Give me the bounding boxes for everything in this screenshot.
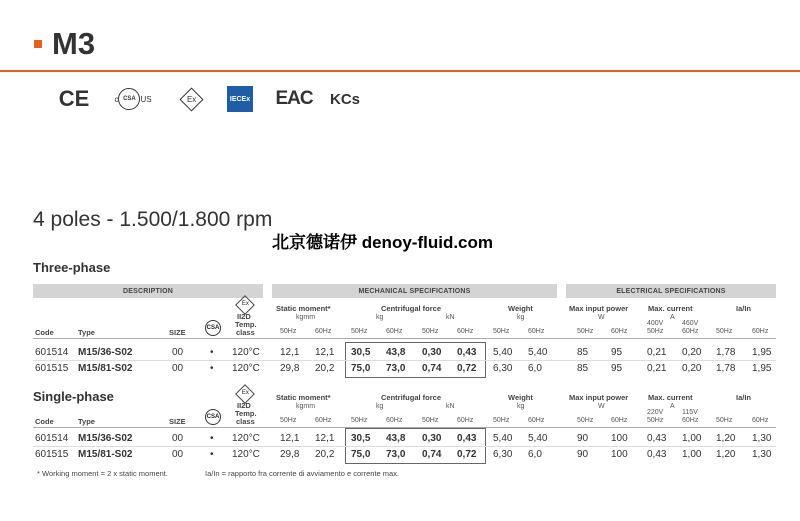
watermark-text: 北京德诺伊 denoy-fluid.com [272, 233, 493, 252]
cell-cf_kg50: 75,0 [351, 363, 371, 374]
hz-header-c2: 60Hz [682, 417, 699, 424]
cell-type: M15/36-S02 [78, 347, 133, 358]
voltage-2: 460V [682, 320, 699, 327]
hz-header-kg60: 60Hz [386, 328, 403, 335]
cell-code: 601515 [35, 363, 69, 374]
max-input-power-label: Max input power [569, 304, 629, 313]
type-col-header: Type [78, 328, 95, 337]
cell-w50: 6,30 [493, 363, 513, 374]
description-header: DESCRIPTION [33, 284, 263, 298]
iecex-icon: IECEx [227, 86, 253, 112]
cell-c2: 1,00 [682, 433, 702, 444]
cell-p50: 85 [577, 347, 589, 358]
cell-cf_kg50: 75,0 [351, 449, 371, 460]
cell-dot: • [210, 363, 214, 374]
hz-header-c1: 50Hz [647, 328, 664, 335]
hz-header-kn50: 50Hz [422, 328, 439, 335]
cell-ia60: 1,95 [752, 347, 772, 358]
static-moment-label: Static moment* [276, 393, 331, 402]
max-current-label: Max. current [648, 393, 693, 402]
cell-cf_kn50: 0,74 [422, 363, 442, 374]
cell-sm60: 20,2 [315, 449, 335, 460]
hz-header-c1: 50Hz [647, 417, 664, 424]
code-col-header: Code [35, 328, 54, 337]
hz-header-p50: 50Hz [577, 328, 594, 335]
ex-icon-text: Ex [241, 390, 249, 397]
three-phase-heading: Three-phase [33, 260, 111, 275]
cell-size: 00 [172, 449, 184, 460]
cell-cf_kn60: 0,72 [457, 363, 477, 374]
kgmm-unit: kgmm [296, 403, 316, 410]
hz-header-kn60: 60Hz [457, 417, 474, 424]
csa-icon-text: CSA [206, 414, 220, 420]
cell-cf_kn50: 0,30 [422, 433, 442, 444]
cell-c1: 0,21 [647, 363, 667, 374]
cell-c1: 0,21 [647, 347, 667, 358]
cell-type: M15/81-S02 [78, 449, 133, 460]
weight-unit: kg [517, 314, 525, 321]
cell-ia50: 1,78 [716, 347, 736, 358]
table-row [0, 447, 800, 463]
hz-header-w50: 50Hz [493, 417, 510, 424]
cell-type: M15/36-S02 [78, 433, 133, 444]
voltage-1: 400V [647, 320, 664, 327]
static-moment-label: Static moment* [276, 304, 331, 313]
cell-cf_kg60: 73,0 [386, 449, 406, 460]
cell-cf_kg50: 30,5 [351, 433, 371, 444]
cell-c2: 0,20 [682, 363, 702, 374]
hz-header-sm60: 60Hz [315, 328, 332, 335]
cell-c2: 0,20 [682, 347, 702, 358]
class-label: class [236, 417, 255, 426]
eac-mark-icon: EAC [275, 88, 313, 109]
table-row [0, 431, 800, 447]
cell-w60: 5,40 [528, 347, 548, 358]
hz-header-p60: 60Hz [611, 328, 628, 335]
cell-temp: 120°C [232, 363, 260, 374]
csa-icon-text: CSA [206, 325, 220, 331]
cell-p50: 90 [577, 449, 589, 460]
cell-temp: 120°C [232, 449, 260, 460]
cell-w60: 5,40 [528, 433, 548, 444]
kg-unit: kg [376, 314, 384, 321]
cell-dot: • [210, 347, 214, 358]
cell-c1: 0,43 [647, 433, 667, 444]
cell-ia50: 1,20 [716, 433, 736, 444]
cell-p60: 95 [611, 363, 623, 374]
cell-cf_kn60: 0,43 [457, 347, 477, 358]
hz-header-ia60: 60Hz [752, 328, 769, 335]
cell-cf_kg60: 43,8 [386, 347, 406, 358]
footnote-working-moment: * Working moment = 2 x static moment. [37, 469, 168, 478]
ii2d-label: II2D [237, 312, 251, 321]
hz-header-kg60: 60Hz [386, 417, 403, 424]
cell-ia60: 1,30 [752, 449, 772, 460]
header-underline [33, 338, 776, 339]
cell-temp: 120°C [232, 433, 260, 444]
size-col-header: SIZE [169, 328, 186, 337]
temp-label: Temp. [235, 409, 257, 418]
cell-temp: 120°C [232, 347, 260, 358]
title-accent-square [34, 40, 42, 48]
csa-icon [205, 409, 221, 425]
electrical-header: ELECTRICAL SPECIFICATIONS [566, 284, 776, 298]
max-input-power-label: Max input power [569, 393, 629, 402]
cell-p60: 95 [611, 347, 623, 358]
table-row [0, 361, 800, 377]
cell-sm50: 29,8 [280, 363, 300, 374]
cell-ia50: 1,20 [716, 449, 736, 460]
hz-header-p50: 50Hz [577, 417, 594, 424]
cell-w50: 6,30 [493, 449, 513, 460]
class-label: class [236, 328, 255, 337]
cell-sm50: 12,1 [280, 347, 300, 358]
weight-label: Weight [508, 304, 533, 313]
cell-sm50: 12,1 [280, 433, 300, 444]
temp-label: Temp. [235, 320, 257, 329]
watt-unit: W [598, 314, 605, 321]
hz-header-kn60: 60Hz [457, 328, 474, 335]
cell-size: 00 [172, 347, 184, 358]
cell-type: M15/81-S02 [78, 363, 133, 374]
hz-header-ia50: 50Hz [716, 417, 733, 424]
header-divider [0, 70, 800, 72]
cell-code: 601514 [35, 433, 69, 444]
cell-sm60: 12,1 [315, 433, 335, 444]
hz-header-w50: 50Hz [493, 328, 510, 335]
footnote-ia-in: Ia/In = rapporto fra corrente di avviamento e corrente max. [205, 469, 400, 478]
cell-ia60: 1,95 [752, 363, 772, 374]
ex-icon-text: Ex [241, 301, 249, 308]
hz-header-sm50: 50Hz [280, 328, 297, 335]
kgmm-unit: kgmm [296, 314, 316, 321]
kcs-mark-icon: KCs [330, 90, 361, 108]
hz-header-w60: 60Hz [528, 417, 545, 424]
cell-sm60: 20,2 [315, 363, 335, 374]
cell-cf_kg60: 73,0 [386, 363, 406, 374]
hz-header-ia50: 50Hz [716, 328, 733, 335]
ia-in-label: Ia/In [736, 393, 752, 402]
cell-dot: • [210, 433, 214, 444]
hz-header-kn50: 50Hz [422, 417, 439, 424]
cell-size: 00 [172, 363, 184, 374]
cell-c1: 0,43 [647, 449, 667, 460]
cell-cf_kg60: 43,8 [386, 433, 406, 444]
hz-header-kg50: 50Hz [351, 417, 368, 424]
speed-subtitle: 4 poles - 1.500/1.800 rpm [33, 208, 273, 231]
cell-ia50: 1,78 [716, 363, 736, 374]
csa-icon [205, 320, 221, 336]
ia-in-label: Ia/In [736, 304, 752, 313]
cell-w60: 6,0 [528, 449, 542, 460]
centrifugal-force-label: Centrifugal force [381, 393, 442, 402]
cell-w50: 5,40 [493, 433, 513, 444]
ii2d-label: II2D [237, 401, 251, 410]
cell-cf_kn50: 0,74 [422, 449, 442, 460]
hz-header-c2: 60Hz [682, 328, 699, 335]
hz-header-kg50: 50Hz [351, 328, 368, 335]
amp-unit: A [670, 314, 675, 321]
cell-cf_kn60: 0,43 [457, 433, 477, 444]
cell-dot: • [210, 449, 214, 460]
cell-c2: 1,00 [682, 449, 702, 460]
type-col-header: Type [78, 417, 95, 426]
cell-p50: 85 [577, 363, 589, 374]
amp-unit: A [670, 403, 675, 410]
weight-unit: kg [517, 403, 525, 410]
size-col-header: SIZE [169, 417, 186, 426]
cell-ia60: 1,30 [752, 433, 772, 444]
cell-cf_kn50: 0,30 [422, 347, 442, 358]
cell-cf_kn60: 0,72 [457, 449, 477, 460]
cell-w60: 6,0 [528, 363, 542, 374]
kg-unit: kg [376, 403, 384, 410]
single-phase-heading: Single-phase [33, 389, 114, 404]
watt-unit: W [598, 403, 605, 410]
centrifugal-force-label: Centrifugal force [381, 304, 442, 313]
cell-p60: 100 [611, 433, 628, 444]
hz-header-ia60: 60Hz [752, 417, 769, 424]
hz-header-sm60: 60Hz [315, 417, 332, 424]
cell-sm50: 29,8 [280, 449, 300, 460]
cell-code: 601515 [35, 449, 69, 460]
ce-mark-icon: CE [58, 86, 90, 111]
kn-unit: kN [446, 403, 455, 410]
hz-header-sm50: 50Hz [280, 417, 297, 424]
cell-sm60: 12,1 [315, 347, 335, 358]
cell-cf_kg50: 30,5 [351, 347, 371, 358]
hz-header-w60: 60Hz [528, 328, 545, 335]
hz-header-p60: 60Hz [611, 417, 628, 424]
csa-us-mark-icon: c CSA US [108, 86, 158, 112]
page-title: M3 [52, 26, 96, 61]
weight-label: Weight [508, 393, 533, 402]
max-current-label: Max. current [648, 304, 693, 313]
voltage-2: 115V [682, 409, 698, 416]
cell-code: 601514 [35, 347, 69, 358]
cell-w50: 5,40 [493, 347, 513, 358]
table-row [0, 345, 800, 361]
kn-unit: kN [446, 314, 455, 321]
voltage-1: 220V [647, 409, 664, 416]
atex-ex-icon: Ex [176, 86, 206, 112]
cell-size: 00 [172, 433, 184, 444]
mechanical-header: MECHANICAL SPECIFICATIONS [272, 284, 557, 298]
code-col-header: Code [35, 417, 54, 426]
cell-p60: 100 [611, 449, 628, 460]
cell-p50: 90 [577, 433, 589, 444]
